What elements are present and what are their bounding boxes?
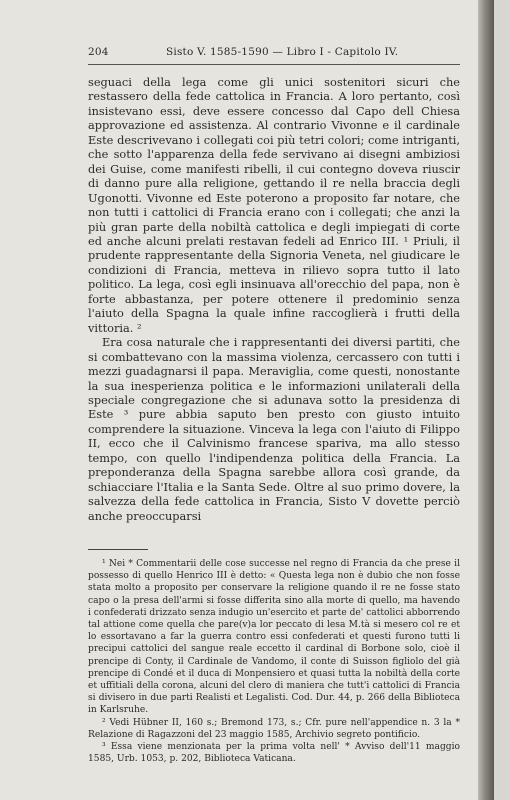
page-number: 204: [88, 46, 109, 58]
body-paragraph-1: seguaci della lega come gli unici sostenitori sicuri che restassero della fede cattolica in Francia. A loro pertanto, così insistevano essi, deve essere concesso dal Capo dell Chiesa approvazione ed assistenza. Al contrario Vivonne e il cardinale Este descrivevano i collegati coi più tetri colori; come intriganti, che sotto l'apparenza della fede servivano ai disegni ambiziosi dei Guise, come manifesti ribelli, il cui contegno doveva riuscir di danno pure alla religione, gettando il re nella braccia degli Ugonotti. Vivonne ed Este poterono a proposito far notare, che non tutti i cattolici di Francia erano con i collegati; che anzi la più gran parte della nobiltà cattolica e degli impiegati di corte ed anche alcuni prelati restavan fedeli ad Enrico III. ¹ Priuli, il prudente rappresentante della Signoria Veneta, nel giudicare le condizioni di Francia, metteva in rilievo sopra tutto il lato politico. La lega, così egli insinuava all'orecchio del papa, non è forte abbastanza, per potere ottenere il predominio senza l'aiuto della Spagna la quale infine raccoglierà i frutti della vittoria. ²: [88, 75, 460, 335]
running-title: Sisto V. 1585-1590 — Libro I - Capitolo IV.: [166, 46, 399, 58]
footnote-separator: [88, 549, 148, 550]
main-text: [88, 75, 460, 523]
running-header: [88, 46, 460, 62]
body-paragraph-2: Era cosa naturale che i rappresentanti dei diversi partiti, che si combattevano con la massima violenza, cercassero con tutti i mezzi guadagnarsi il papa. Meraviglia, come questi, nonostante la sua inesperienza politica e le informazioni unilaterali della speciale congregazione che si adunava sotto la presidenza di Este ³ pure abbia saputo ben presto con giusto intuito comprendere la situazione. Vinceva la lega con l'aiuto di Filippo II, ecco che il Calvinismo francese spariva, ma allo stesso tempo, con quello l'indipendenza politica della Francia. La preponderanza della Spagna sarebbe allora così grande, da schiacciare l'Italia e la Santa Sede. Oltre al suo primo dovere, la salvezza della fede cattolica in Francia, Sisto V dovette perciò anche preoccuparsi: [88, 335, 460, 523]
header-rule: [88, 64, 460, 65]
footnote-1: ¹ Nei * Commentarii delle cose successe nel regno di Francia da che prese il possesso di quello Henrico III è detto: « Questa lega non è dubio che non fosse stata molto a proposito per conservare la religione quando il re ne fosse stato capo o la presa dell'armi si fosse differita sino alla morte di quello, ma havendo i confederati drizzato senza indugio un'esercito et parte de' cattolici abborrendo tal attione come quella che pare(v)a lor peccato di lesa M.tà si mesero col re et lo essortavano a far la guerra contro essi confederati et questi furono tutti li precipui cattolici del sangue reale eccetto il cardinal di Borbone solo, cioè il prencipe di Conty, il Cardinale de Vandomo, il conte di Suisson figliolo del già prencipe di Condé et il duca di Monpensiero et quasi tutta la nobiltà della corte et uffitiali della corona, alcuni del clero di maniera che tutt'i cattolici di Francia si divisero in due parti Realisti et Legalisti. Cod. Dur. 44, p. 266 della Biblioteca in Karlsruhe.: [88, 559, 460, 716]
footnote-3: ³ Essa viene menzionata per la prima volta nell' * Avviso dell'11 maggio 1585, Urb. 1053, p. 202, Biblioteca Vaticana.: [88, 742, 460, 765]
footnote-2: ² Vedi Hübner II, 160 s.; Bremond 173, s.; Cfr. pure nell'appendice n. 3 la * Relazione di Ragazzoni del 23 maggio 1585, Archivio segreto pontificio.: [88, 717, 460, 740]
page-edge-shadow: [478, 0, 494, 800]
footnotes: [88, 558, 460, 765]
